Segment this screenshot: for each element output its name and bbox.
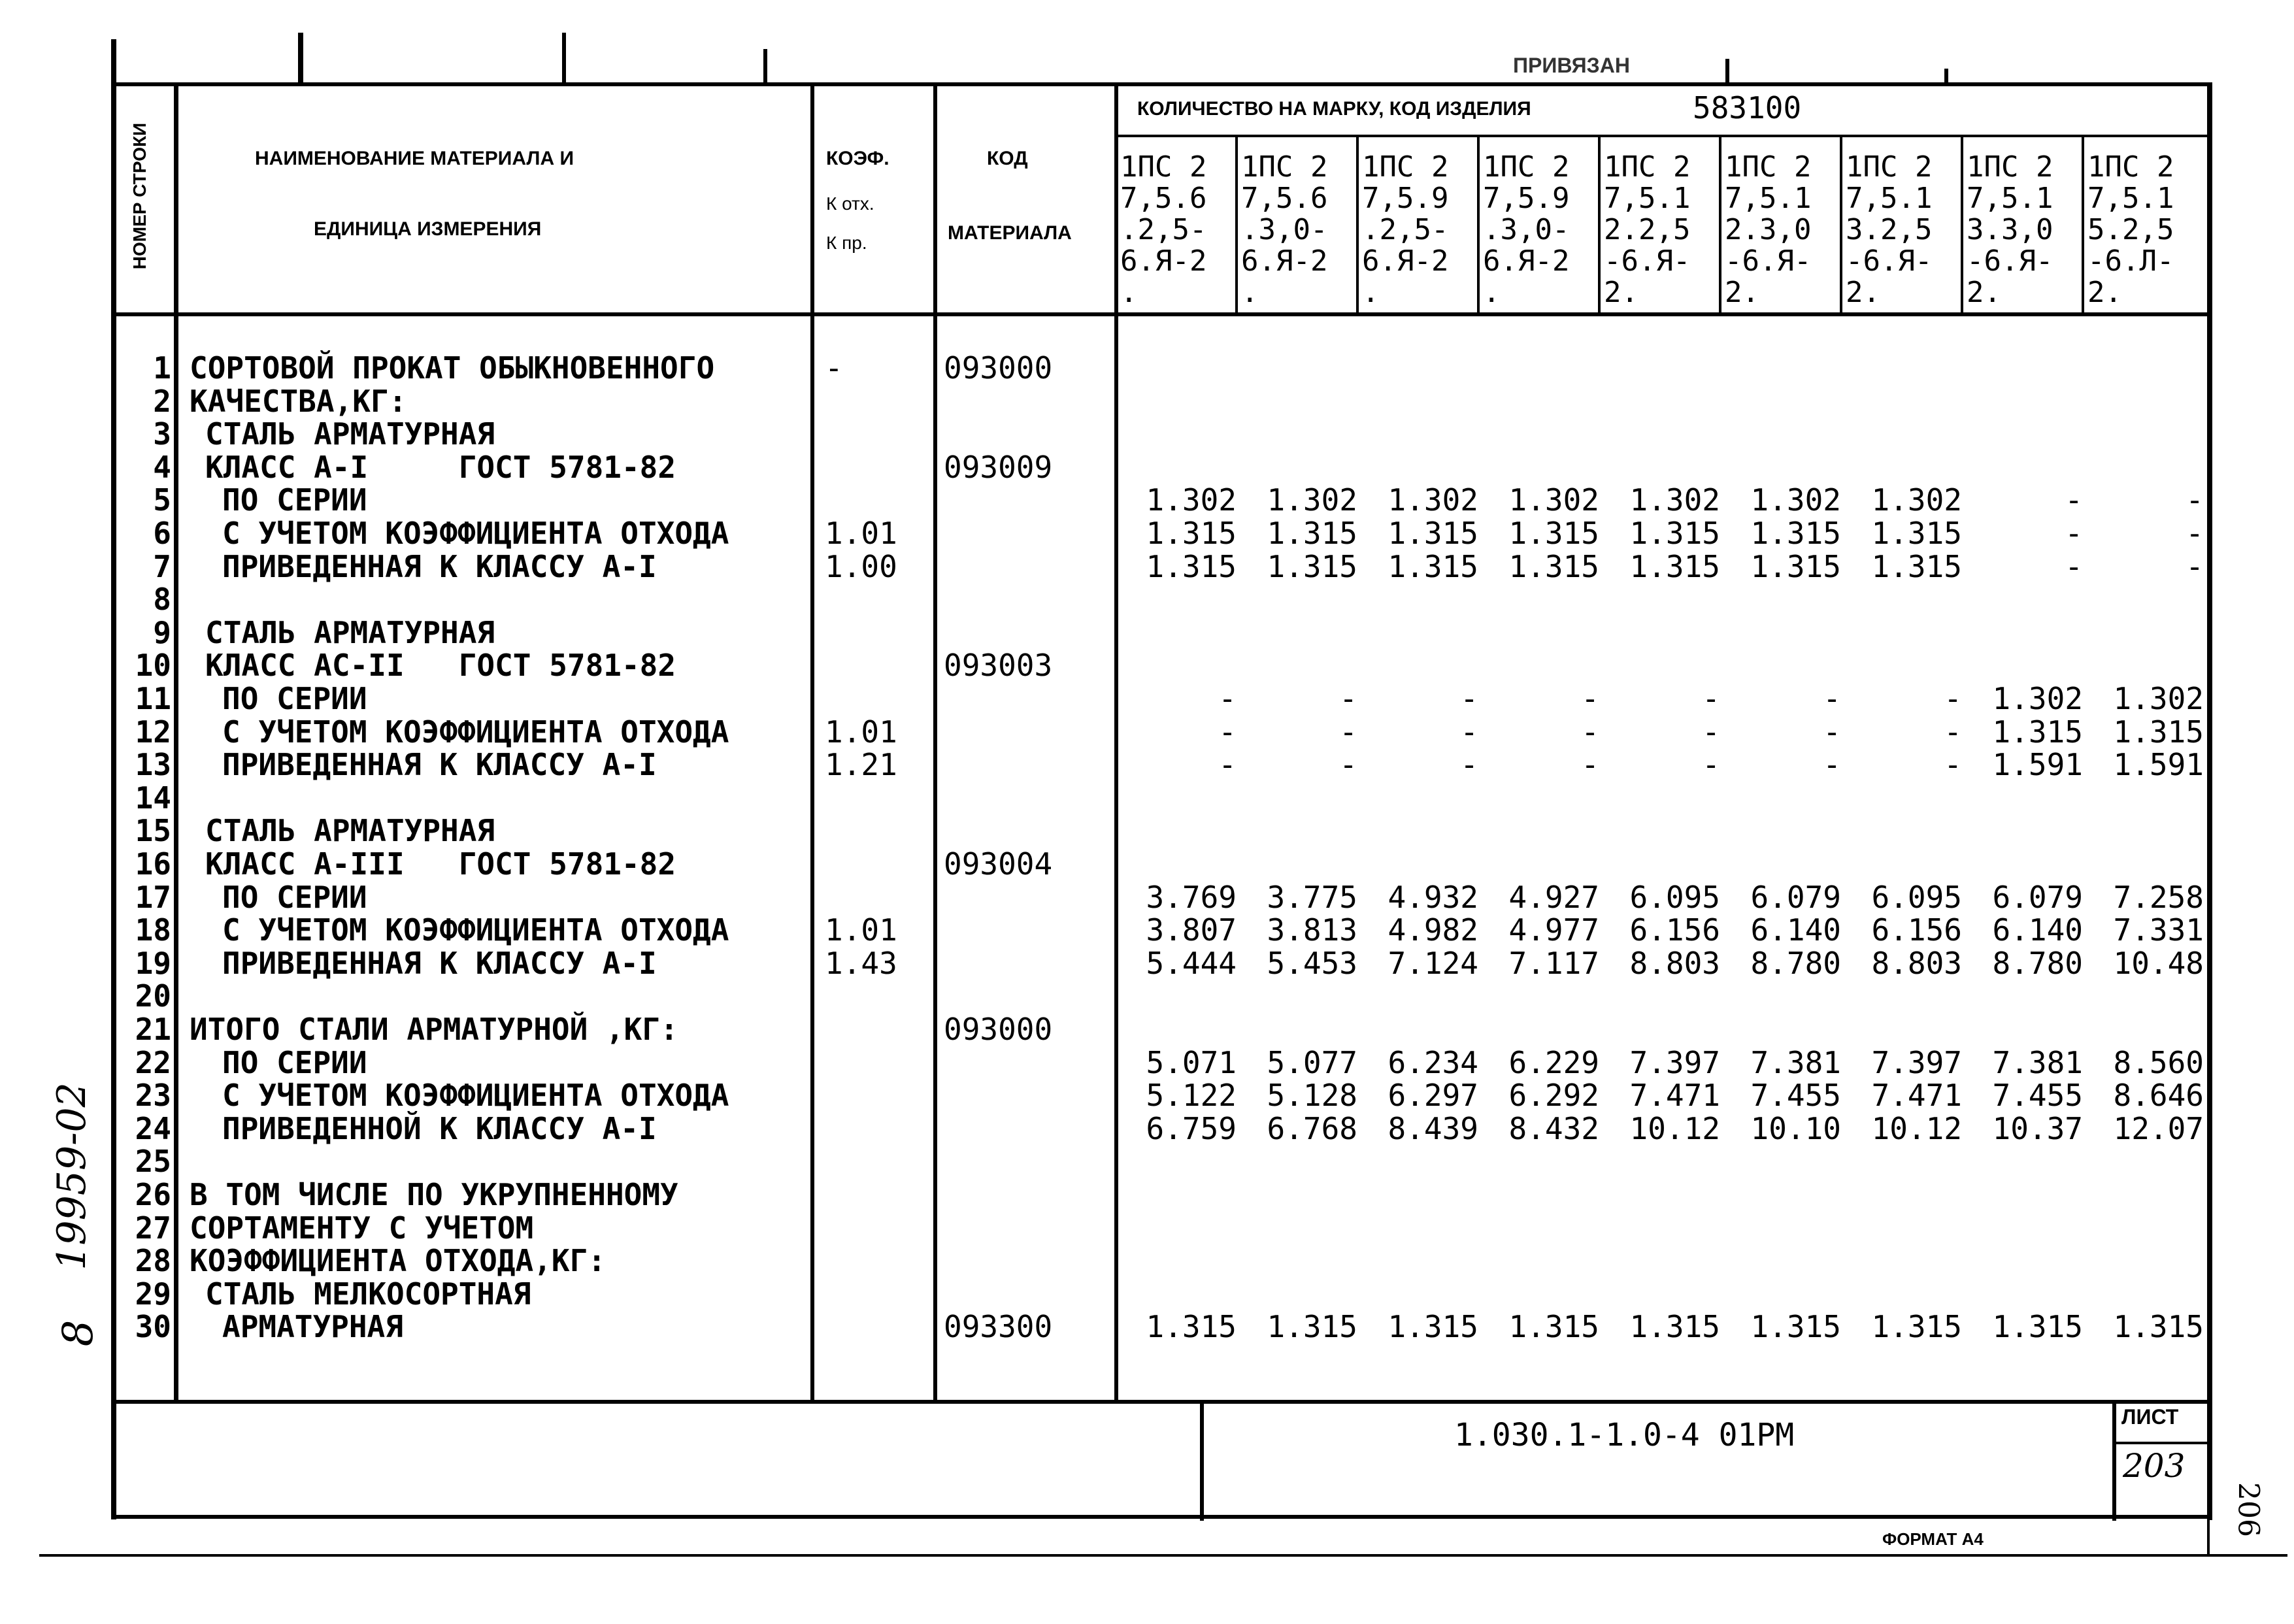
row-number: 27 — [135, 1210, 171, 1246]
quantity-cell: 7.124 — [1388, 945, 1478, 981]
qty-column-header-line: .3,0- — [1483, 213, 1570, 246]
sheet-box-mid — [2112, 1442, 2210, 1444]
qty-column-header-line: 7,5.1 — [1604, 182, 1691, 215]
qty-column-header-line: 2. — [1604, 276, 1638, 309]
quantity-cell: 6.140 — [1750, 912, 1841, 948]
qty-column-header-line: 2. — [1725, 276, 1759, 309]
quantity-cell: 6.759 — [1146, 1110, 1237, 1146]
quantity-cell: 1.315 — [1871, 516, 1962, 551]
quantity-cell: - — [1218, 681, 1237, 716]
quantity-cell: 8.780 — [1750, 945, 1841, 981]
row-number: 28 — [135, 1243, 171, 1279]
quantity-cell: 12.07 — [2113, 1110, 2204, 1146]
quantity-cell: 1.302 — [1508, 482, 1599, 518]
qty-column-header-line: 1ПС 2 — [1725, 150, 1812, 184]
quantity-cell: 8.646 — [2113, 1078, 2204, 1114]
quantity-cell: 6.292 — [1508, 1078, 1599, 1114]
quantity-cell: 6.156 — [1629, 912, 1720, 948]
qty-column-header-line: 7,5.1 — [1846, 182, 1933, 215]
qty-column-header-line: 7,5.1 — [1725, 182, 1812, 215]
quantity-cell: 5.128 — [1267, 1078, 1357, 1114]
quantity-cell: - — [1702, 681, 1720, 716]
koef-value: 1.01 — [825, 516, 897, 551]
quantity-cell: 3.775 — [1267, 879, 1357, 915]
quantity-cell: 3.769 — [1146, 879, 1237, 915]
name-header-line1: НАИМЕНОВАНИЕ МАТЕРИАЛА И — [255, 148, 574, 169]
quantity-cell: 1.315 — [1508, 548, 1599, 584]
left-border — [111, 39, 116, 1519]
quantity-cell: 1.302 — [1267, 482, 1357, 518]
quantity-cell: 8.432 — [1508, 1110, 1599, 1146]
quantity-cell: 4.982 — [1388, 912, 1478, 948]
quantity-cell: 10.37 — [1992, 1110, 2083, 1146]
qty-column-header-line: . — [1120, 276, 1138, 309]
qty-column-header-line: .2,5- — [1362, 213, 1449, 246]
qty-column-header-line: -6.Я- — [1604, 244, 1691, 278]
table-bottom-line — [111, 1400, 2212, 1404]
quantity-cell: 6.234 — [1388, 1044, 1478, 1080]
material-code: 093004 — [944, 846, 1053, 882]
quantity-cell: - — [1218, 714, 1237, 750]
row-number: 4 — [153, 449, 171, 485]
quantity-cell: 1.302 — [1388, 482, 1478, 518]
qty-column-header-line: 3.3,0 — [1967, 213, 2053, 246]
quantity-cell: 7.471 — [1871, 1078, 1962, 1114]
quantity-cell: - — [1823, 747, 1841, 783]
doc-number: 1.030.1-1.0-4 01РМ — [1454, 1417, 1795, 1453]
row-number: 3 — [153, 416, 171, 452]
quantity-cell: 1.315 — [1388, 516, 1478, 551]
quantity-cell: 1.315 — [1750, 516, 1841, 551]
material-name: ПРИВЕДЕННАЯ К КЛАССУ А-I — [222, 747, 657, 783]
qty-column-header-line: . — [1241, 276, 1259, 309]
quantity-cell: - — [2186, 482, 2204, 518]
quantity-cell: 1.315 — [1871, 548, 1962, 584]
quantity-cell: - — [1218, 747, 1237, 783]
quantity-cell: 7.455 — [1992, 1078, 2083, 1114]
quantity-cell: 1.315 — [2113, 714, 2204, 750]
qty-column-header-line: 7,5.1 — [1967, 182, 2053, 215]
quantity-cell: 1.302 — [1871, 482, 1962, 518]
koef-header-line2: К отх. — [826, 193, 874, 214]
qty-column-header-line: 2.2,5 — [1604, 213, 1691, 246]
quantity-cell: 7.117 — [1508, 945, 1599, 981]
material-name: ПРИВЕДЕННОЙ К КЛАССУ А-I — [222, 1110, 657, 1146]
material-name: КЛАСС А-I ГОСТ 5781-82 — [205, 449, 676, 485]
quantity-cell: - — [1823, 681, 1841, 716]
quantity-cell: - — [1702, 747, 1720, 783]
row-number: 12 — [135, 714, 171, 750]
quantity-cell: 5.444 — [1146, 945, 1237, 981]
qty-col-divider — [1477, 135, 1480, 314]
quantity-cell: - — [2186, 516, 2204, 551]
quantity-cell: - — [1702, 714, 1720, 750]
qty-col-divider — [1840, 135, 1842, 314]
quantity-cell: - — [1339, 681, 1357, 716]
quantity-cell: 5.077 — [1267, 1044, 1357, 1080]
material-code: 093000 — [944, 1012, 1053, 1047]
qty-col-divider — [1356, 135, 1359, 314]
material-name: КОЭФФИЦИЕНТА ОТХОДА,КГ: — [190, 1243, 606, 1279]
qty-column-header-line: . — [1483, 276, 1501, 309]
quantity-cell: 7.258 — [2113, 879, 2204, 915]
quantity-cell: - — [2065, 548, 2083, 584]
title-block-divider — [1200, 1400, 1204, 1521]
koef-value: 1.21 — [825, 747, 897, 783]
row-number: 14 — [135, 780, 171, 816]
quantity-cell: 3.807 — [1146, 912, 1237, 948]
top-tick-4 — [1725, 59, 1729, 85]
quantity-cell: 1.591 — [1992, 747, 2083, 783]
qty-column-header-line: -6.Я- — [1967, 244, 2053, 278]
product-code: 583100 — [1693, 90, 1802, 125]
row-number: 13 — [135, 747, 171, 783]
material-code: 093003 — [944, 648, 1053, 684]
qty-column-header-line: 3.2,5 — [1846, 213, 1933, 246]
quantity-cell: 6.297 — [1388, 1078, 1478, 1114]
quantity-cell: - — [1581, 747, 1599, 783]
quantity-cell: 7.381 — [1992, 1044, 2083, 1080]
quantity-cell: 6.095 — [1871, 879, 1962, 915]
qty-column-header-line: 2. — [1967, 276, 2001, 309]
row-number: 5 — [153, 482, 171, 518]
qty-column-header-line: .2,5- — [1120, 213, 1207, 246]
row-number: 24 — [135, 1110, 171, 1146]
quantity-cell: 1.302 — [1629, 482, 1720, 518]
quantity-cell: 10.10 — [1750, 1110, 1841, 1146]
quantity-cell: 6.095 — [1629, 879, 1720, 915]
row-number: 15 — [135, 813, 171, 849]
quantity-cell: 1.315 — [1629, 548, 1720, 584]
row-number: 9 — [153, 614, 171, 650]
right-border — [2207, 82, 2212, 1520]
material-name: КЛАСС АС-II ГОСТ 5781-82 — [205, 648, 676, 684]
code-header-line1: КОД — [987, 148, 1028, 169]
row-number: 22 — [135, 1044, 171, 1080]
header-bottom-line — [111, 312, 2212, 316]
quantity-cell: 1.315 — [1629, 1309, 1720, 1345]
quantity-cell: 10.12 — [1629, 1110, 1720, 1146]
qty-column-header-line: 2.3,0 — [1725, 213, 1812, 246]
quantity-cell: - — [1944, 681, 1962, 716]
qty-column-header-line: 1ПС 2 — [1846, 150, 1933, 184]
qty-column-header-line: .3,0- — [1241, 213, 1328, 246]
row-number: 23 — [135, 1078, 171, 1114]
material-name: СОРТОВОЙ ПРОКАТ ОБЫКНОВЕННОГО — [190, 350, 715, 386]
quantity-cell: - — [1581, 681, 1599, 716]
quantity-cell: 1.315 — [1508, 516, 1599, 551]
qty-column-header-line: 6.Я-2 — [1362, 244, 1449, 278]
row-number: 2 — [153, 383, 171, 419]
quantity-cell: - — [1460, 714, 1478, 750]
top-tick-2 — [562, 33, 566, 85]
top-border — [111, 82, 2212, 86]
material-name: СТАЛЬ МЕЛКОСОРТНАЯ — [205, 1276, 531, 1312]
quantity-cell: 4.927 — [1508, 879, 1599, 915]
koef-value: 1.01 — [825, 714, 897, 750]
quantity-cell: - — [2065, 482, 2083, 518]
qty-column-header-line: 7,5.1 — [2087, 182, 2174, 215]
qty-column-header-line: -6.Я- — [1725, 244, 1812, 278]
format-label: ФОРМАТ А4 — [1882, 1529, 1984, 1549]
row-number: 11 — [135, 681, 171, 716]
row-number: 25 — [135, 1144, 171, 1180]
quantity-cell: - — [1581, 714, 1599, 750]
quantity-cell: 8.803 — [1871, 945, 1962, 981]
quantity-cell: 1.591 — [2113, 747, 2204, 783]
quantity-cell: 1.315 — [1508, 1309, 1599, 1345]
quantity-cell: 1.315 — [1629, 516, 1720, 551]
koef-col-divider — [933, 82, 937, 1402]
row-number: 29 — [135, 1276, 171, 1312]
qty-column-header-line: 1ПС 2 — [1604, 150, 1691, 184]
sheet-number: 203 — [2123, 1447, 2186, 1485]
qty-column-header-line: 1ПС 2 — [1362, 150, 1449, 184]
material-name: ПО СЕРИИ — [222, 879, 367, 915]
qty-col-divider — [1719, 135, 1721, 314]
row-number: 20 — [135, 978, 171, 1014]
qty-column-header-line: 6.Я-2 — [1120, 244, 1207, 278]
quantity-cell: 7.471 — [1629, 1078, 1720, 1114]
row-number: 30 — [135, 1309, 171, 1345]
material-name: КАЧЕСТВА,КГ: — [190, 383, 407, 419]
row-number: 19 — [135, 945, 171, 981]
material-name: С УЧЕТОМ КОЭФФИЦИЕНТА ОТХОДА — [222, 1078, 729, 1114]
qty-column-header-line: 7,5.6 — [1241, 182, 1328, 215]
qty-column-header-line: 1ПС 2 — [1483, 150, 1570, 184]
qty-column-header-line: 1ПС 2 — [1967, 150, 2053, 184]
quantity-cell: 1.302 — [1146, 482, 1237, 518]
qty-column-header-line: 6.Я-2 — [1241, 244, 1328, 278]
material-name: СОРТАМЕНТУ С УЧЕТОМ — [190, 1210, 534, 1246]
qty-column-header-line: 5.2,5 — [2087, 213, 2174, 246]
top-tick-5 — [1944, 69, 1948, 85]
quantity-cell: 1.315 — [1146, 1309, 1237, 1345]
quantity-cell: 1.315 — [1146, 548, 1237, 584]
koef-value: 1.43 — [825, 945, 897, 981]
qty-column-header-line: 1ПС 2 — [2087, 150, 2174, 184]
quantity-cell: 1.315 — [1750, 548, 1841, 584]
material-name: СТАЛЬ АРМАТУРНАЯ — [205, 813, 495, 849]
quantity-cell: 6.229 — [1508, 1044, 1599, 1080]
quantity-cell: 1.315 — [1992, 714, 2083, 750]
top-tick-1 — [298, 33, 303, 85]
quantity-cell: 7.331 — [2113, 912, 2204, 948]
qty-column-header-line: 1ПС 2 — [1241, 150, 1328, 184]
side-letter: 8 — [54, 1319, 103, 1347]
material-name: ПРИВЕДЕННАЯ К КЛАССУ А-I — [222, 548, 657, 584]
material-name: ИТОГО СТАЛИ АРМАТУРНОЙ ,КГ: — [190, 1012, 678, 1047]
page-bottom-line — [39, 1554, 2287, 1557]
row-number: 6 — [153, 516, 171, 551]
material-name: ПО СЕРИИ — [222, 482, 367, 518]
quantity-cell: 6.079 — [1992, 879, 2083, 915]
material-code: 093000 — [944, 350, 1053, 386]
row-number: 1 — [153, 350, 171, 386]
material-name: ПО СЕРИИ — [222, 681, 367, 716]
quantity-cell: 8.560 — [2113, 1044, 2204, 1080]
quantity-cell: - — [1460, 747, 1478, 783]
qty-column-header-line: 1ПС 2 — [1120, 150, 1207, 184]
qty-column-header-line: . — [1362, 276, 1380, 309]
quantity-cell: - — [1944, 747, 1962, 783]
koef-value: - — [825, 350, 843, 386]
quantity-cell: 1.315 — [1146, 516, 1237, 551]
material-name: СТАЛЬ АРМАТУРНАЯ — [205, 416, 495, 452]
quantity-cell: 4.932 — [1388, 879, 1478, 915]
sheet-box-divider — [2112, 1400, 2116, 1521]
quantity-cell: 7.397 — [1629, 1044, 1720, 1080]
quantity-cell: 1.315 — [1871, 1309, 1962, 1345]
material-code: 093009 — [944, 449, 1053, 485]
quantity-cell: 7.381 — [1750, 1044, 1841, 1080]
qty-col-divider — [1598, 135, 1601, 314]
quantity-cell: 3.813 — [1267, 912, 1357, 948]
qty-column-header-line: 2. — [1846, 276, 1880, 309]
row-number: 21 — [135, 1012, 171, 1047]
quantity-cell: 1.315 — [1992, 1309, 2083, 1345]
rows-col-divider — [174, 82, 178, 1402]
quantity-cell: 1.315 — [1267, 516, 1357, 551]
material-name: В ТОМ ЧИСЛЕ ПО УКРУПНЕННОМУ — [190, 1177, 678, 1212]
quantity-cell: - — [1339, 714, 1357, 750]
koef-value: 1.00 — [825, 548, 897, 584]
row-number: 10 — [135, 648, 171, 684]
qty-column-header-line: 7,5.9 — [1362, 182, 1449, 215]
row-number: 17 — [135, 879, 171, 915]
code-col-divider — [1114, 82, 1118, 1402]
stamp-partial: ПРИВЯЗАН — [1513, 54, 1630, 77]
qty-column-header-line: -6.Я- — [1846, 244, 1933, 278]
material-name: С УЧЕТОМ КОЭФФИЦИЕНТА ОТХОДА — [222, 516, 729, 551]
quantity-cell: 1.315 — [1267, 1309, 1357, 1345]
quantity-cell: - — [1460, 681, 1478, 716]
quantity-cell: 5.071 — [1146, 1044, 1237, 1080]
quantity-cell: 1.315 — [2113, 1309, 2204, 1345]
qty-header: КОЛИЧЕСТВО НА МАРКУ, КОД ИЗДЕЛИЯ — [1137, 98, 1531, 120]
row-number: 26 — [135, 1177, 171, 1212]
quantity-cell: 6.140 — [1992, 912, 2083, 948]
material-name: ПРИВЕДЕННАЯ К КЛАССУ А-I — [222, 945, 657, 981]
quantity-cell: 5.453 — [1267, 945, 1357, 981]
side-box-line — [2207, 1457, 2210, 1555]
quantity-cell: - — [1823, 714, 1841, 750]
quantity-cell: - — [1339, 747, 1357, 783]
qty-column-header-line: 7,5.9 — [1483, 182, 1570, 215]
row-number: 16 — [135, 846, 171, 882]
qty-column-header-line: 2. — [2087, 276, 2122, 309]
material-name: СТАЛЬ АРМАТУРНАЯ — [205, 614, 495, 650]
side-inventory: 19959-02 — [49, 1082, 95, 1270]
quantity-cell: 1.302 — [1750, 482, 1841, 518]
quantity-cell: 1.315 — [1267, 548, 1357, 584]
material-name: КЛАСС А-III ГОСТ 5781-82 — [205, 846, 676, 882]
row-number: 8 — [153, 582, 171, 618]
name-header-line2: ЕДИНИЦА ИЗМЕРЕНИЯ — [314, 218, 542, 240]
qty-col-divider — [2082, 135, 2084, 314]
material-name: ПО СЕРИИ — [222, 1044, 367, 1080]
quantity-cell: 6.156 — [1871, 912, 1962, 948]
quantity-cell: 1.302 — [2113, 681, 2204, 716]
quantity-cell: 8.803 — [1629, 945, 1720, 981]
material-name: АРМАТУРНАЯ — [222, 1309, 403, 1345]
row-number: 18 — [135, 912, 171, 948]
koef-value: 1.01 — [825, 912, 897, 948]
rows-header: НОМЕР СТРОКИ — [129, 122, 150, 270]
qty-column-header-line: 6.Я-2 — [1483, 244, 1570, 278]
quantity-cell: 6.768 — [1267, 1110, 1357, 1146]
name-col-divider — [810, 82, 814, 1402]
quantity-cell: 6.079 — [1750, 879, 1841, 915]
qty-header-underline — [1114, 135, 2212, 137]
quantity-cell: - — [2186, 548, 2204, 584]
qty-col-divider — [1235, 135, 1238, 314]
qty-col-divider — [1961, 135, 1963, 314]
quantity-cell: 8.780 — [1992, 945, 2083, 981]
frame-bottom-line — [111, 1515, 2212, 1519]
koef-header-line3: К пр. — [826, 233, 867, 253]
quantity-cell: 7.397 — [1871, 1044, 1962, 1080]
quantity-cell: 1.302 — [1992, 681, 2083, 716]
code-header-line2: МАТЕРИАЛА — [948, 222, 1072, 244]
quantity-cell: 5.122 — [1146, 1078, 1237, 1114]
material-name: С УЧЕТОМ КОЭФФИЦИЕНТА ОТХОДА — [222, 714, 729, 750]
row-number: 7 — [153, 548, 171, 584]
quantity-cell: - — [1944, 714, 1962, 750]
quantity-cell: 8.439 — [1388, 1110, 1478, 1146]
quantity-cell: 10.12 — [1871, 1110, 1962, 1146]
quantity-cell: 7.455 — [1750, 1078, 1841, 1114]
top-tick-3 — [763, 49, 767, 85]
material-name: С УЧЕТОМ КОЭФФИЦИЕНТА ОТХОДА — [222, 912, 729, 948]
quantity-cell: 10.48 — [2113, 945, 2204, 981]
koef-header-line1: КОЭФ. — [826, 148, 889, 169]
quantity-cell: 1.315 — [1750, 1309, 1841, 1345]
quantity-cell: 4.977 — [1508, 912, 1599, 948]
qty-column-header-line: -6.Л- — [2087, 244, 2174, 278]
quantity-cell: 1.315 — [1388, 1309, 1478, 1345]
quantity-cell: - — [2065, 516, 2083, 551]
quantity-cell: 1.315 — [1388, 548, 1478, 584]
sheet-label: ЛИСТ — [2121, 1405, 2179, 1429]
side-number: 206 — [2231, 1482, 2265, 1537]
qty-column-header-line: 7,5.6 — [1120, 182, 1207, 215]
material-code: 093300 — [944, 1309, 1053, 1345]
